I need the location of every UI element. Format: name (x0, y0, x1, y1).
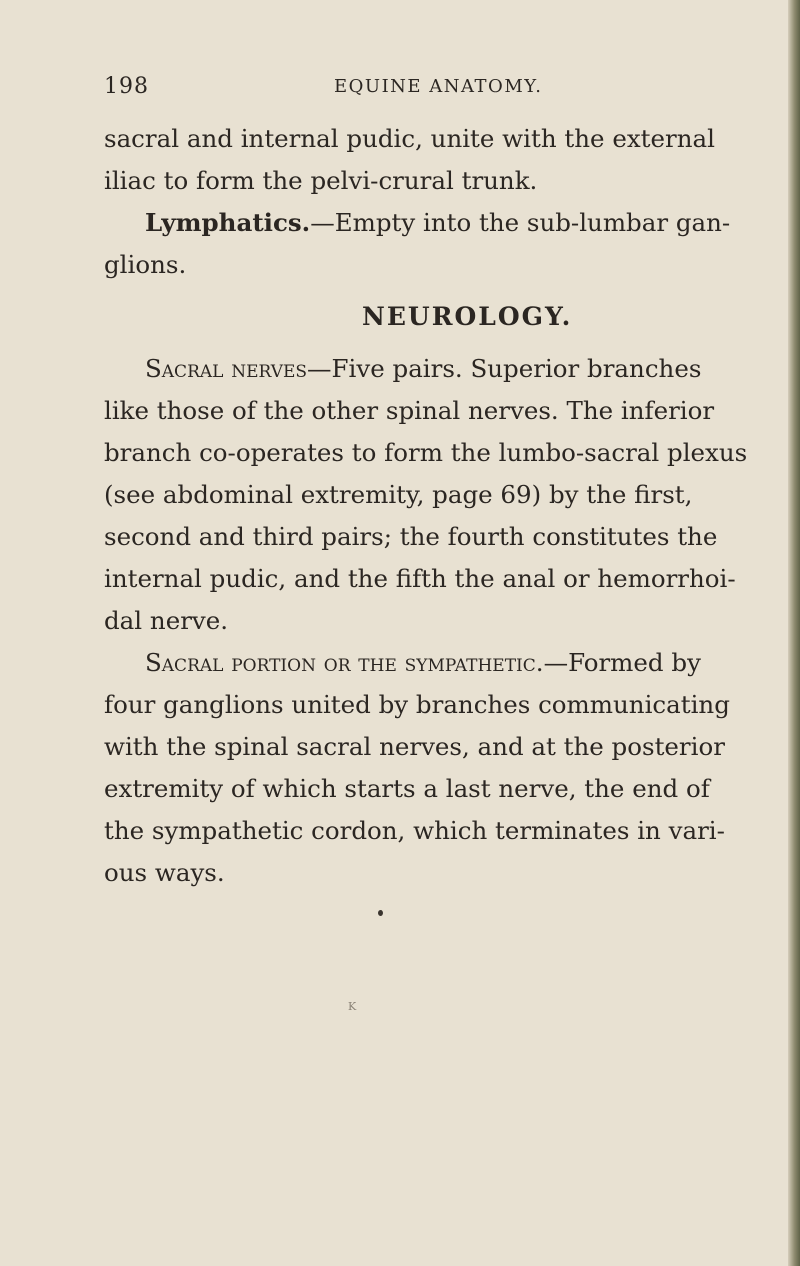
body-text (104, 118, 794, 894)
run-in-heading: Sacral portion or the sympathetic. (145, 648, 544, 677)
text-run: —Formed by (543, 648, 701, 677)
text-line: internal pudic, and the fifth the anal or hemorrhoi- (104, 564, 736, 593)
text-line: glions. (104, 250, 187, 279)
run-in-heading: Sacral nerves (145, 354, 308, 383)
text-line: (see abdominal extremity, page 69) by the first, (104, 480, 693, 509)
page-number: 198 (104, 74, 149, 99)
text-line: extremity of which starts a last nerve, the end of (104, 774, 710, 803)
text-line: iliac to form the pelvi-crural trunk. (104, 166, 538, 195)
text-line: branch co-operates to form the lumbo-sacral plexus (104, 438, 748, 467)
text-line: the sympathetic cordon, which terminates in vari- (104, 816, 725, 845)
paragraph-lymphatics (104, 202, 794, 244)
paragraph-sacral-nerves (104, 348, 794, 390)
paragraph-sacral-sympathetic (104, 642, 794, 684)
run-in-heading: Lymphatics. (145, 208, 311, 237)
text-line: second and third pairs; the fourth constitutes the (104, 522, 718, 551)
ink-speck (378, 910, 383, 916)
text-line: dal nerve. (104, 606, 229, 635)
text-line: like those of the other spinal nerves. The inferior (104, 396, 715, 425)
section-heading: NEUROLOGY. (362, 302, 573, 331)
text-line: four ganglions united by branches communicating (104, 690, 730, 719)
running-head: EQUINE ANATOMY. (334, 76, 543, 97)
text-line: sacral and internal pudic, unite with the external (104, 124, 715, 153)
text-run: —Empty into the sub-lumbar gan- (310, 208, 731, 237)
page-edge-shadow (788, 0, 800, 1266)
page-header (104, 74, 714, 104)
text-line: ous ways. (104, 858, 225, 887)
stray-mark: K (348, 1000, 357, 1013)
text-run: —Five pairs. Superior branches (307, 354, 702, 383)
text-line: with the spinal sacral nerves, and at the posterior (104, 732, 725, 761)
